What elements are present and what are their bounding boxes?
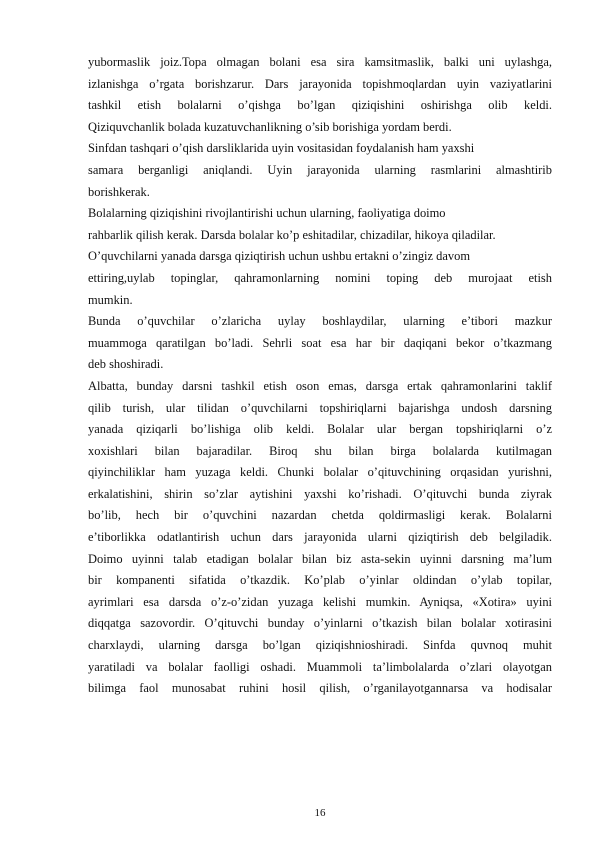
text-line: Doimo uyinni talab etadigan bolalar bilan biz asta-sekin uyinni darsning ma’lum: [88, 551, 552, 566]
text-line: ettiring,uylab topinglar, qahramonlarning nomini toping deb murojaat etish: [88, 270, 552, 285]
text-line: borishkerak.: [88, 184, 150, 199]
text-line: bir kompanenti sifatida o’tkazdik. Ko’plab o’yinlar oldindan o’ylab topilar,: [88, 573, 552, 588]
text-line: O’quvchilarni yanada darsga qiziqtirish uchun ushbu ertakni o’zingiz davom: [88, 249, 470, 264]
text-line: xoxishlari bilan bajaradilar. Biroq shu bilan birga bolalarda kutilmagan: [88, 443, 552, 458]
text-line: e’tiborlikka odatlantirish uchun dars jarayonida ularni qiziqtirish deb belgiladik.: [88, 530, 552, 545]
text-line: deb shoshiradi.: [88, 357, 164, 372]
text-line: diqqatga sazovordir. O’qituvchi bunday o’yinlarni o’tkazish bilan bolalar xotirasini: [88, 616, 552, 631]
text-line: muammoga qaratilgan bo’ladi. Sehrli soat esa har bir daqiqani bekor o’tkazmang: [88, 335, 552, 350]
text-line: qilib turish, ular tilidan o’quvchilarni topshiriqlarni bajarishga undosh darsning: [88, 400, 552, 415]
text-line: bilimga faol munosabat ruhini hosil qilish, o’rganilayotgannarsa va hodisalar: [88, 681, 552, 696]
page-number: 16: [314, 807, 326, 819]
text-line: Bolalarning qiziqishini rivojlantirishi uchun ularning, faoliyatiga doimo: [88, 206, 446, 221]
text-line: rahbarlik qilish kerak. Darsda bolalar ko’p eshitadilar, chizadilar, hikoya qiladilar.: [88, 227, 496, 242]
text-line: erkalatishini, shirin so’zlar aytishini yaxshi ko’rishadi. O’qituvchi bunda ziyrak: [88, 486, 552, 501]
text-line: yubormaslik joiz.Topa olmagan bolani esa sira kamsitmaslik, balki uni uylashga,: [88, 55, 552, 69]
text-line: izlanishga o’rgata borishzarur. Dars jarayonida topishmoqlardan uyin vaziyatlarini: [88, 76, 552, 91]
text-line: bo’lib, hech bir o’quvchini nazardan chetda qoldirmasligi kerak. Bolalarni: [88, 508, 552, 523]
text-line: yaratiladi va bolalar faolligi oshadi. Muammoli ta’limbolalarda o’zlari olayotgan: [88, 659, 552, 674]
text-line: Albatta, bunday darsni tashkil etish oson emas, darsga ertak qahramonlarini taklif: [88, 378, 552, 393]
text-line: charxlaydi, ularning darsga bo’lgan qiziqishnioshiradi. Sinfda quvnoq muhit: [88, 638, 552, 653]
text-line: samara berganligi aniqlandi. Uyin jarayonida ularning rasmlarini almashtirib: [88, 162, 552, 177]
document-body: [88, 52, 552, 700]
text-line: Bunda o’quvchilar o’zlaricha uylay boshlaydilar, ularning e’tibori mazkur: [88, 314, 552, 329]
text-line: ayrimlari esa darsda o’z-o’zidan yuzaga kelishi mumkin. Ayniqsa, «Xotira» uyini: [88, 594, 552, 609]
text-line: Sinfdan tashqari o’qish darsliklarida uyin vositasidan foydalanish ham yaxshi: [88, 141, 475, 156]
text-line: yanada qiziqarli bo’lishiga olib keldi. Bolalar ular bergan topshiriqlarni o’z: [88, 422, 552, 437]
text-line: qiyinchiliklar ham yuzaga keldi. Chunki bolalar o’qituvchining orqasidan yurishni,: [88, 465, 552, 480]
text-line: tashkil etish bolalarni o’qishga bo’lgan qiziqishini oshirishga olib keldi.: [88, 98, 552, 113]
text-line: Qiziquvchanlik bolada kuzatuvchanlikning o’sib borishiga yordam berdi.: [88, 119, 452, 134]
text-line: mumkin.: [88, 292, 133, 307]
